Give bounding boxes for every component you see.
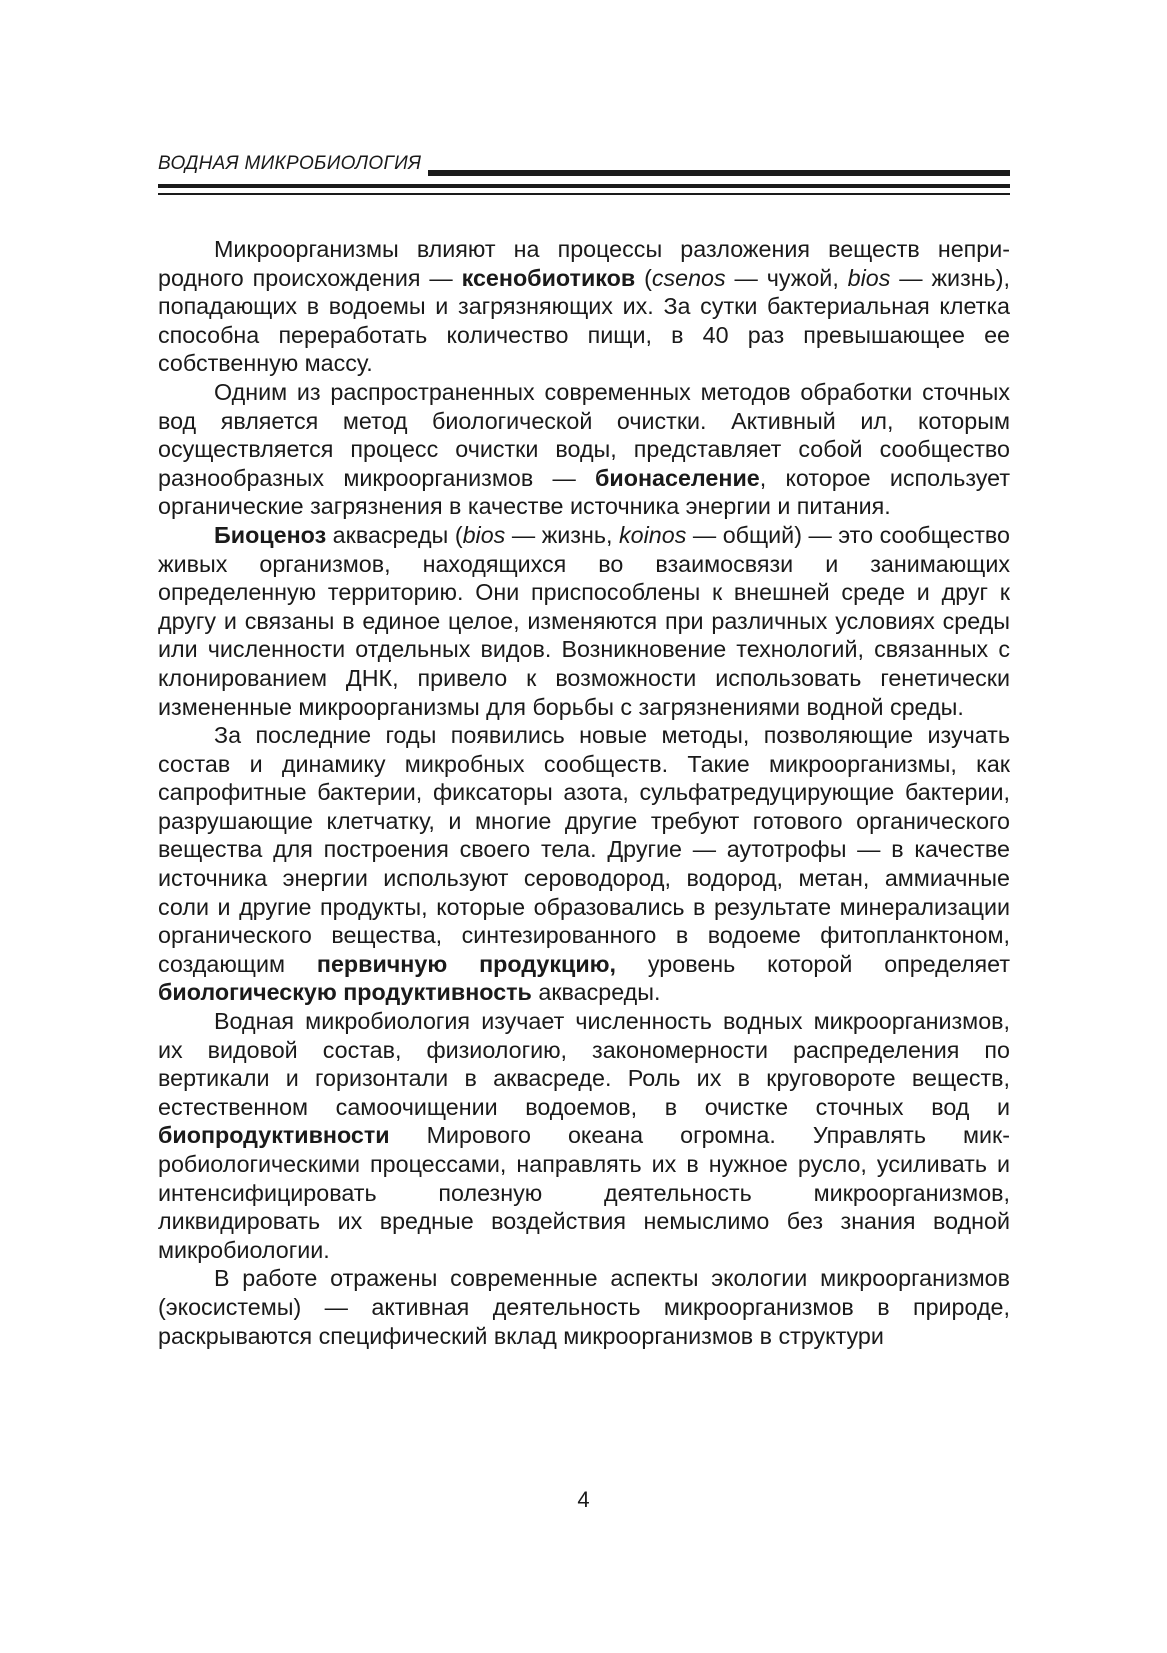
paragraph xyxy=(158,521,1010,721)
text-run: Мирового океана огромна. Управлять микробиологическими процессами, направлять их в нужное русло, усиливать и интенсифицировать полезную деятельность микроорганизмов, ликвидировать их вредные воздействия немыслимо без знания водной микробиологии. xyxy=(158,1122,1010,1263)
italic-term: koinos xyxy=(619,521,687,548)
bold-term: первичную продукцию, xyxy=(316,950,617,977)
text-run: Водная микробиология изучает численность водных микроорганизмов, их видовой состав, физиологию, закономерности распределения по вертикали и горизонтали в аквасреде. Роль их в круговороте веществ, естественном самоочищении водоемов, в очистке сточных вод и xyxy=(158,1008,1010,1120)
text-run: , которое использует органические загрязнения в качестве источника энергии и питания. xyxy=(158,464,1010,520)
bold-term: ксенобиотиков xyxy=(461,264,636,291)
page-number: 4 xyxy=(577,1487,590,1512)
text-run: В работе отражены современные аспекты экологии микроорганизмов (экосистемы) — активная деятельность микроорганизмов в природе, раскрываются специфический вклад микроорганизмов в структури xyxy=(158,1265,1010,1349)
text-run: — чужой, xyxy=(725,264,848,291)
bold-term: бионаселение xyxy=(595,464,760,491)
bold-term: биопродуктивности xyxy=(158,1122,390,1149)
paragraph xyxy=(158,1007,1010,1264)
running-title: ВОДНАЯ МИКРОБИОЛОГИЯ xyxy=(158,153,422,174)
text-run: — жизнь, xyxy=(505,521,619,548)
bold-term: Биоценоз xyxy=(214,521,327,548)
text-run: Микроорганизмы влияют на процессы разложения веществ неприродного происхождения — xyxy=(158,236,1010,291)
text-run: уровень которой определяет xyxy=(616,950,1011,977)
italic-term: bios xyxy=(462,521,506,548)
bold-term: биологическую продуктивность xyxy=(158,979,532,1006)
paragraph xyxy=(158,378,1010,521)
text-run: аквасреды. xyxy=(531,979,661,1006)
text-run: За последние годы появились новые методы, позволяющие изучать состав и динамику микробных сообществ. Такие микроорганизмы, как сапрофитные бактерии, фиксаторы азота, сульфатредуцирующие бактерии, разрушающие клетчатку, и многие другие требуют готового органического вещества для построения своего тела. Другие — аутотрофы — в качестве источника энергии используют сероводород, водород, метан, аммиачные соли и другие продукты, которые образовались в результате минерализации органического вещества, синтезированного в водоеме фитопланктоном, создающим xyxy=(158,722,1010,977)
paragraph xyxy=(158,721,1010,1007)
header-rule-thick xyxy=(428,170,1010,176)
paragraph xyxy=(158,1264,1010,1350)
italic-term: csenos xyxy=(651,264,726,291)
text-run: Одним из распространенных современных методов обработки сточных вод является метод биологической очистки. Активный ил, которым осуществляется процесс очистки воды, представляет собой сообщество разнообразных микроорганизмов — xyxy=(158,378,1010,491)
paragraph xyxy=(158,235,1010,378)
header-rule-double-bottom xyxy=(158,193,1010,195)
text-run: аквасреды ( xyxy=(326,521,463,548)
text-run: ( xyxy=(635,264,652,291)
body-text xyxy=(158,235,1010,1350)
text-run: — жизнь), попадающих в водоемы и загрязняющих их. За сутки бактериальная клетка способна переработать количество пищи, в 40 раз превышающее ее собственную массу. xyxy=(158,264,1010,377)
header-rule-double-top xyxy=(158,184,1010,188)
text-run: — общий) — это сообщество живых организмов, находящихся во взаимосвязи и занимающих определенную территорию. Они приспособлены к внешней среде и друг к другу и связаны в единое целое, изменяются при различных условиях среды или численности отдельных видов. Возникновение технологий, связанных с клонированием ДНК, привело к возможности использовать генетически измененные микроорганизмы для борьбы с загрязнениями водной среды. xyxy=(158,521,1011,720)
page-header xyxy=(158,148,1010,208)
italic-term: bios xyxy=(847,264,891,291)
